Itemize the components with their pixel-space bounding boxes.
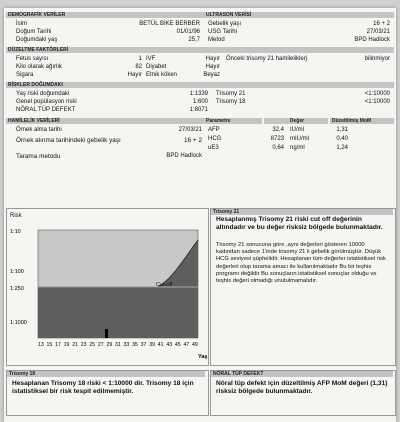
x-tick: 33: [123, 342, 130, 348]
x-tick: 49: [192, 342, 198, 348]
previous-t21-value: bilinmiyor: [364, 56, 390, 62]
risks-header: RİSKLER DOĞUMDAKI: [6, 82, 394, 88]
birthdate-label: Doğum Tarihi: [16, 29, 52, 35]
t21-header: Trisomy 21: [211, 209, 393, 215]
diabetes-value: Hayır: [205, 64, 220, 70]
param-col-header: Parametre: [204, 118, 262, 124]
x-tick: 41: [157, 342, 164, 348]
sample-date-value: 27/03/21: [178, 127, 202, 133]
param-value: 8723: [270, 136, 284, 142]
age-risk-value: 1:1339: [189, 91, 208, 97]
param-value: 32,4: [272, 127, 284, 133]
param-unit: ng/ml: [290, 145, 305, 151]
name-value: BETÜL BİKE BERBER: [139, 21, 200, 27]
param-name: uE3: [208, 145, 219, 151]
t18-risk-value: <1:10000: [364, 99, 390, 105]
gestational-age-label: Gebelik yaşı: [208, 21, 242, 27]
x-tick: 37: [140, 342, 147, 348]
mom-col-header: Düzeltilmiş MoM: [330, 118, 394, 124]
smoking-value: Hayır: [127, 72, 142, 78]
risk-chart: [8, 220, 206, 360]
gestational-age-value: 16 + 2: [373, 21, 390, 27]
smoking-label: Sigara: [16, 72, 34, 78]
sample-ga-value: 16 + 2: [184, 137, 202, 144]
ultrasound-header: ULTRASON VERİSİ: [204, 12, 394, 18]
age-value: 25,7: [188, 37, 200, 43]
ntd-header: NÖRAL TÜP DEFEKT: [211, 371, 393, 377]
x-tick: 45: [174, 342, 181, 348]
sample-ga-label: Örnek alınma tarihindeki gebelik yaşı: [16, 137, 121, 144]
t21-risk-label: Trisomy 21: [216, 91, 246, 97]
x-tick: 25: [89, 342, 96, 348]
y-tick: 1:10: [10, 229, 21, 235]
param-mom: 1,24: [336, 145, 348, 151]
x-tick: 23: [80, 342, 87, 348]
screening-method-label: Tarama metodu: [16, 153, 61, 160]
t21-body: Trisomy 21 sonucuna göre ,aynı değerleri gösteren 10000 kadından sadece 1'inde trisomy 21 li gebelik görülmüştür. Düşük HCG seviyesi şüphelidir. Hesaplanan tüm değerler istatistiksel risk değerleri olup tarama amacı ile kullanılmaktadır Bu bir teşhis programı değildir Bu sonuçların istatistiksel sonuçlar olduğu ve teşhis değeri olmadığı unutulmamalıdır.: [216, 242, 386, 285]
x-ticks: [38, 342, 198, 348]
patient-marker: [105, 329, 108, 338]
param-mom: 1,31: [336, 127, 348, 133]
ntd-text: Nöral tüp defekt için düzeltilmiş AFP MoM değeri (1,31) risksiz bölgede bulunmaktadır.: [216, 380, 388, 395]
x-tick: 15: [46, 342, 53, 348]
x-axis-label: Yaş: [198, 354, 208, 360]
screening-method-value: BPD Hadlock: [166, 153, 202, 159]
pregnancy-header: HAMİLELİK VERİLERİ: [6, 118, 204, 124]
t18-text: Hesaplanan Trisomy 18 riski < 1:10000 dir. Trisomy 18 için istatistiksel bir risk tespit edilmemiştir.: [12, 380, 194, 395]
ntd-risk-value: 1:8071: [189, 107, 208, 113]
ethnicity-value: Beyaz: [203, 72, 220, 78]
previous-t21-label: Önceki trisomy 21 hamileliklerj: [226, 56, 308, 62]
param-name: AFP: [208, 127, 220, 133]
correction-header: DÜZELTME FAKTÖRLERİ: [6, 47, 394, 53]
t18-risk-label: Trisomy 18: [216, 99, 246, 105]
ethnicity-label: Etnik köken: [146, 72, 178, 78]
x-tick: 43: [166, 342, 173, 348]
report-page: [4, 8, 396, 422]
age-risk-label: Yaş riski doğumdaki: [16, 91, 70, 97]
param-mom: 0,40: [336, 136, 348, 142]
population-risk-value: 1:600: [192, 99, 208, 105]
age-label: Doğumdaki yaş: [16, 37, 58, 43]
param-unit: IU/ml: [290, 127, 304, 133]
x-tick: 17: [55, 342, 61, 348]
fetus-count-label: Fetus sayısı: [16, 56, 49, 62]
param-value: 0,64: [272, 145, 284, 151]
ntd-risk-label: NÖRAL TÜP DEFEKT: [16, 107, 76, 113]
x-tick: 27: [97, 342, 104, 348]
x-tick: 21: [72, 342, 79, 348]
usg-date-label: USG Tarihi: [208, 29, 237, 35]
t21-risk-value: <1:10000: [364, 91, 390, 97]
y-tick: 1:100: [10, 269, 24, 275]
population-risk-label: Genel popülasyon riski: [16, 99, 77, 105]
x-tick: 13: [38, 342, 44, 348]
weight-value: 82: [135, 64, 142, 70]
fetus-count-value: 1: [138, 56, 142, 62]
demographic-header: DEMOGRAFİK VERİLER: [6, 12, 204, 18]
risk-chart-title: Risk: [10, 213, 22, 219]
birthdate-value: 01/01/96: [176, 29, 200, 35]
x-tick: 19: [63, 342, 70, 348]
param-unit: mIU/ml: [290, 136, 309, 142]
diabetes-label: Diyabet: [146, 64, 167, 70]
x-tick: 39: [149, 342, 156, 348]
x-tick: 47: [183, 342, 190, 348]
method-value: BPD Hadlock: [354, 37, 390, 43]
ivf-label: IVF: [146, 56, 156, 62]
y-tick: 1:1000: [10, 320, 27, 326]
ivf-value: Hayır: [205, 56, 220, 62]
t18-header: Trisomy 18: [7, 371, 205, 377]
name-label: İsim: [16, 21, 27, 27]
param-name: HCG: [208, 136, 222, 142]
x-tick: 31: [115, 342, 121, 348]
sample-date-label: Örnek alma tarihi: [16, 127, 62, 133]
t21-lead: Hesaplanmış Trisomy 21 riski cut off değerinin altındadır ve bu değer risksiz bölgede bulunmaktadır.: [216, 216, 383, 231]
value-col-header: Değer: [264, 118, 328, 124]
y-tick: 1:250: [10, 286, 24, 292]
x-tick: 29: [106, 342, 113, 348]
cutoff-label: Cut-off: [156, 282, 173, 288]
weight-label: Kilo olarak ağırlık: [16, 64, 63, 70]
usg-date-value: 27/03/21: [366, 29, 390, 35]
method-label: Metod: [208, 37, 225, 43]
x-tick: 35: [132, 342, 138, 348]
